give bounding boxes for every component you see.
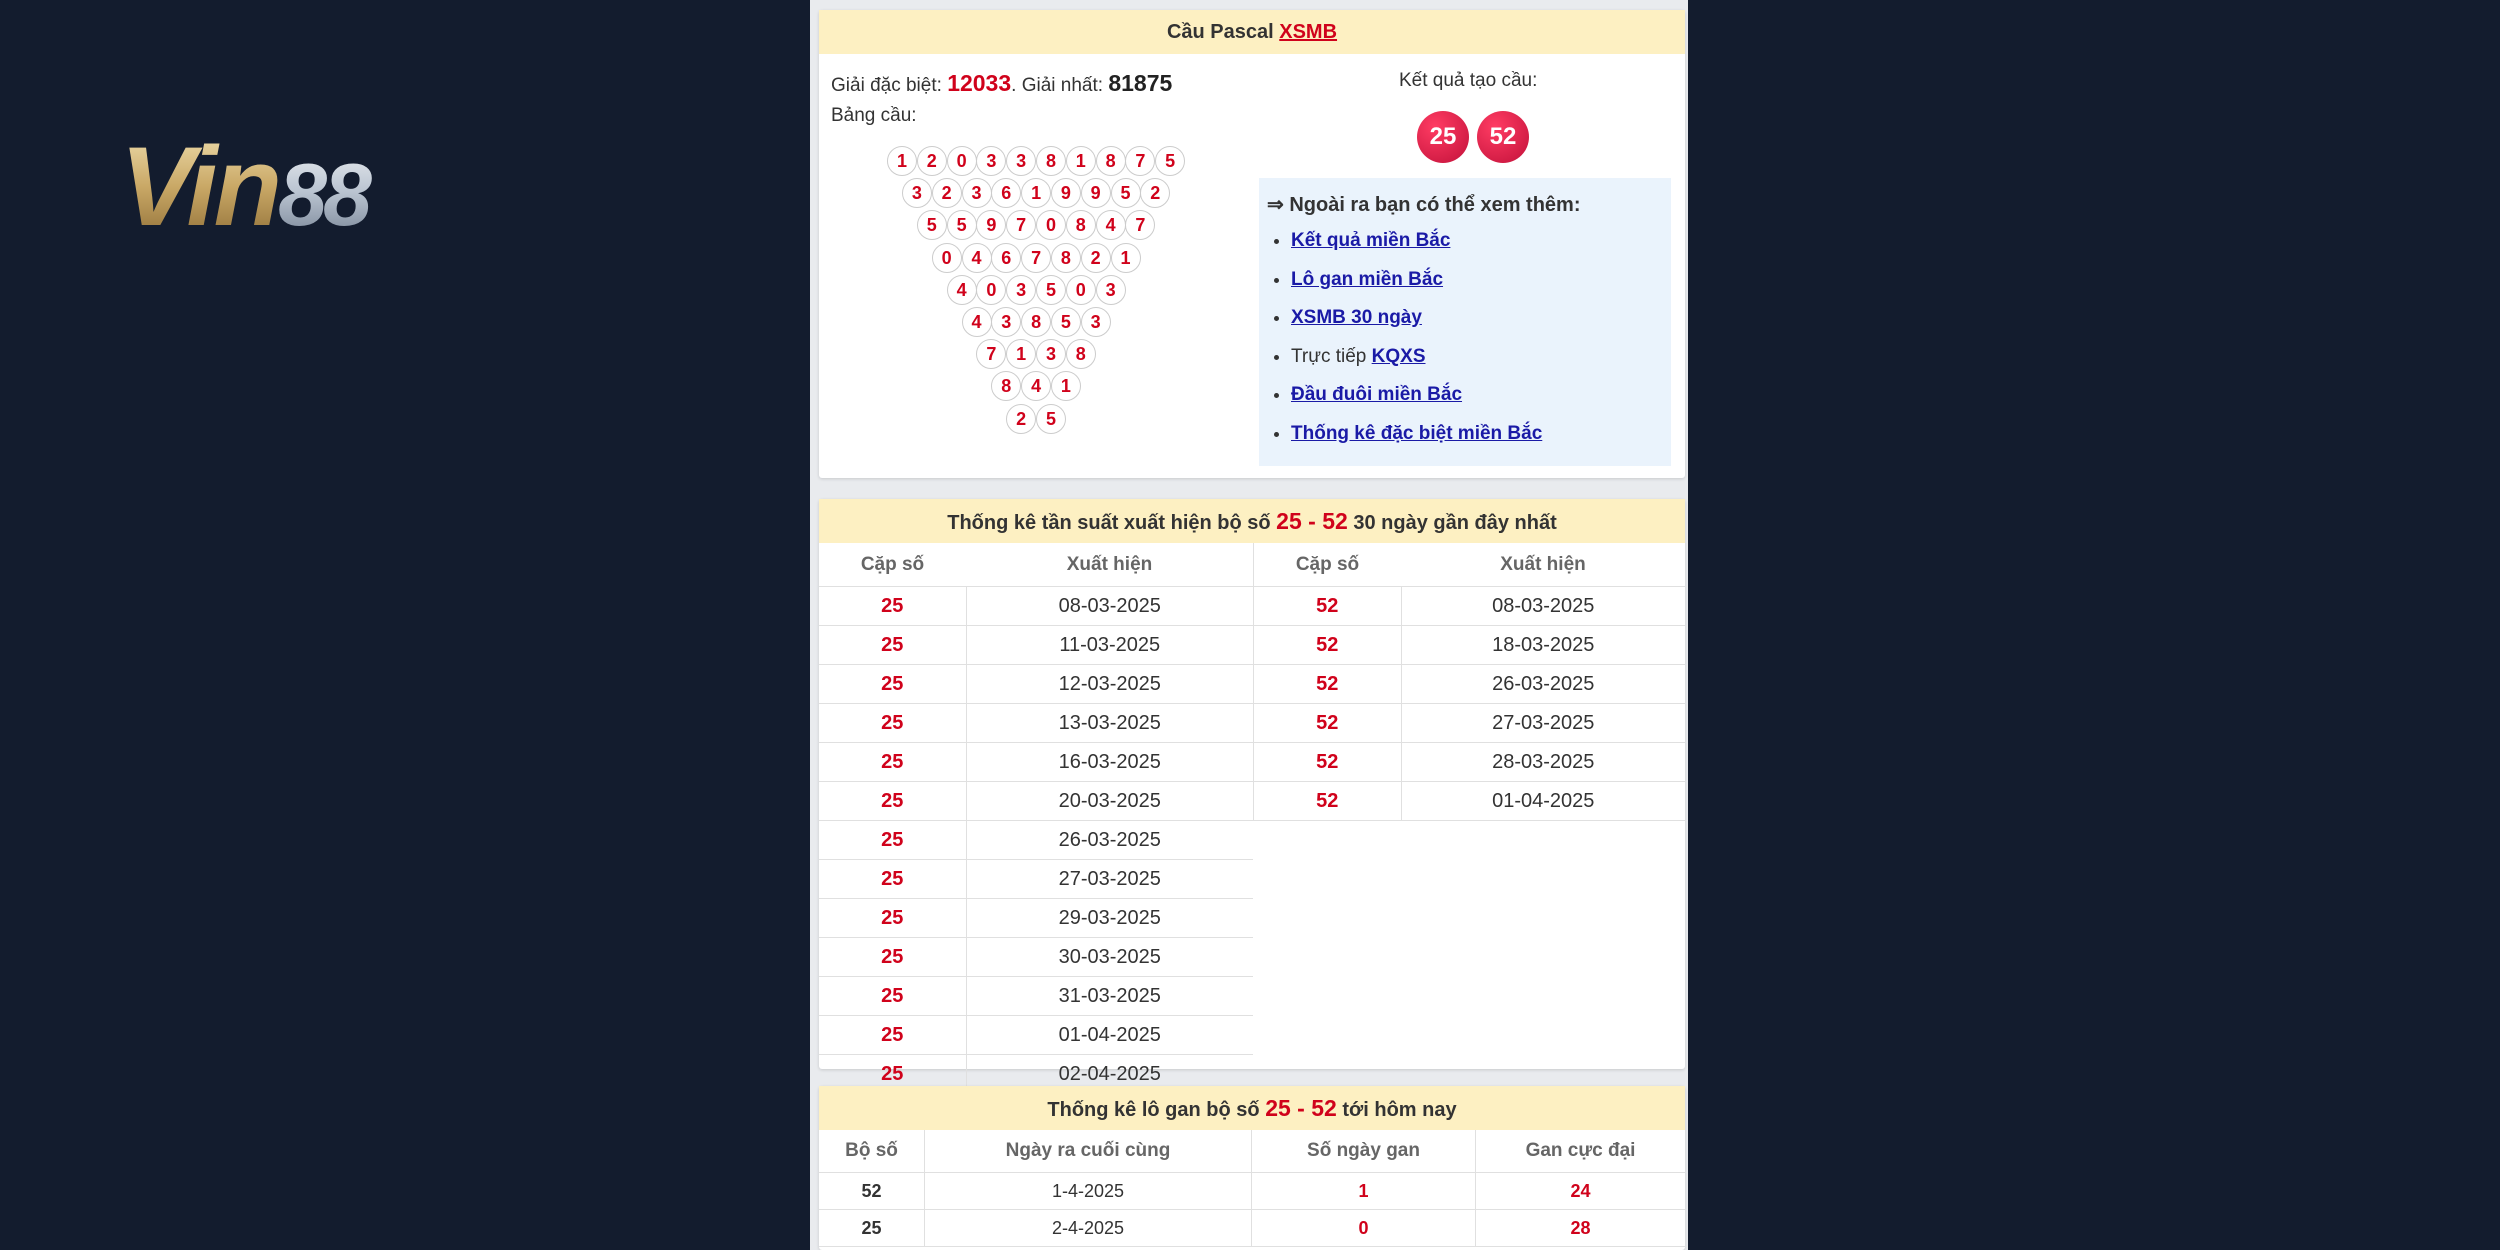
triangle-cell: 9 xyxy=(1081,178,1111,208)
triangle-cell: 3 xyxy=(962,178,992,208)
triangle-cell: 4 xyxy=(1096,210,1126,240)
appearance-date: 31-03-2025 xyxy=(966,977,1253,1016)
appearance-date: 30-03-2025 xyxy=(966,938,1253,977)
table-row xyxy=(1254,626,1686,665)
pair-number: 25 xyxy=(819,821,966,860)
triangle-cell: 7 xyxy=(976,339,1006,369)
triangle-cell: 5 xyxy=(1051,307,1081,337)
logo-text: Vin88 xyxy=(120,124,368,249)
triangle-cell: 5 xyxy=(947,210,977,240)
triangle-cell: 4 xyxy=(962,243,992,273)
table-row xyxy=(819,626,1253,665)
triangle-cell: 3 xyxy=(1006,275,1036,305)
triangle-cell: 1 xyxy=(1021,178,1051,208)
lo-gan-title: Thống kê lô gan bộ số 25 - 52 tới hôm nay xyxy=(819,1086,1685,1130)
special-prize-value: 12033 xyxy=(947,70,1012,96)
result-ball: 25 xyxy=(1417,111,1469,163)
table-row xyxy=(819,1016,1253,1055)
pair-number: 25 xyxy=(819,938,966,977)
triangle-cell: 0 xyxy=(947,146,977,176)
triangle-cell: 9 xyxy=(976,210,1006,240)
col-date-header: Xuất hiện xyxy=(966,543,1253,587)
table-row: 52 1-4-2025 1 24 xyxy=(819,1173,1685,1210)
appearance-date: 12-03-2025 xyxy=(966,665,1253,704)
pair-number: 52 xyxy=(1254,626,1402,665)
appearance-date: 16-03-2025 xyxy=(966,743,1253,782)
lo-gan-card xyxy=(819,1086,1685,1250)
table-row xyxy=(819,938,1253,977)
triangle-cell: 1 xyxy=(1006,339,1036,369)
appearance-date: 26-03-2025 xyxy=(966,821,1253,860)
link-kqxs[interactable]: KQXS xyxy=(1371,345,1426,367)
pascal-triangle xyxy=(819,10,1289,470)
table-row: 25 2-4-2025 0 28 xyxy=(819,1210,1685,1247)
triangle-cell: 0 xyxy=(1036,210,1066,240)
triangle-cell: 9 xyxy=(1051,178,1081,208)
table-row xyxy=(819,899,1253,938)
triangle-cell: 7 xyxy=(1021,243,1051,273)
appearance-date: 29-03-2025 xyxy=(966,899,1253,938)
pair-number: 25 xyxy=(819,977,966,1016)
table-row xyxy=(819,860,1253,899)
triangle-cell: 7 xyxy=(1125,210,1155,240)
col-header: Số ngày gan xyxy=(1252,1130,1476,1173)
frequency-table-left xyxy=(819,543,1253,1094)
appearance-date: 01-04-2025 xyxy=(1401,782,1685,821)
triangle-cell: 0 xyxy=(976,275,1006,305)
appearance-date: 08-03-2025 xyxy=(1401,587,1685,626)
triangle-cell: 2 xyxy=(1081,243,1111,273)
xsmb-link[interactable]: XSMB xyxy=(1279,21,1338,43)
col-pair-header: Cặp số xyxy=(819,543,966,587)
pair-number: 52 xyxy=(1254,782,1402,821)
link-item xyxy=(1291,222,1542,261)
link-item: • Trực tiếp KQXS xyxy=(1291,338,1542,377)
pascal-title: Cầu Pascal XSMB xyxy=(819,10,1685,54)
pair-number: 25 xyxy=(819,665,966,704)
pair-number: 25 xyxy=(819,1016,966,1055)
board-label: Bảng cầu: xyxy=(831,105,917,126)
first-prize-value: 81875 xyxy=(1108,70,1173,96)
pair-number: 25 xyxy=(819,743,966,782)
triangle-cell: 8 xyxy=(1036,146,1066,176)
triangle-cell: 4 xyxy=(962,307,992,337)
triangle-cell: 0 xyxy=(932,243,962,273)
appearance-date: 20-03-2025 xyxy=(966,782,1253,821)
table-row xyxy=(819,665,1253,704)
pair-number: 25 xyxy=(819,782,966,821)
table-row xyxy=(1254,587,1686,626)
result-label: Kết quả tạo cầu: xyxy=(1399,70,1538,91)
appearance-date: 11-03-2025 xyxy=(966,626,1253,665)
col-pair-header: Cặp số xyxy=(1254,543,1402,587)
triangle-cell: 8 xyxy=(991,371,1021,401)
link-dau-duoi-mien-bac[interactable]: Đầu đuôi miền Bắc xyxy=(1291,384,1463,405)
triangle-cell: 2 xyxy=(1006,404,1036,434)
table-row xyxy=(819,704,1253,743)
vin88-logo xyxy=(120,115,490,249)
frequency-title: Thống kê tần suất xuất hiện bộ số 25 - 52 30 ngày gần đây nhất xyxy=(819,499,1685,543)
triangle-cell: 8 xyxy=(1051,243,1081,273)
triangle-cell: 7 xyxy=(1125,146,1155,176)
triangle-cell: 0 xyxy=(1066,275,1096,305)
frequency-card xyxy=(819,499,1685,1085)
triangle-cell: 3 xyxy=(902,178,932,208)
triangle-cell: 5 xyxy=(1111,178,1141,208)
table-row xyxy=(1254,743,1686,782)
triangle-cell: 1 xyxy=(1051,371,1081,401)
triangle-cell: 4 xyxy=(947,275,977,305)
table-row xyxy=(819,782,1253,821)
triangle-cell: 6 xyxy=(991,178,1021,208)
pair-number: 25 xyxy=(819,899,966,938)
link-item xyxy=(1291,376,1542,415)
triangle-cell: 3 xyxy=(1096,275,1126,305)
pair-number: 52 xyxy=(1254,704,1402,743)
pair-number: 25 xyxy=(819,860,966,899)
triangle-cell: 3 xyxy=(1036,339,1066,369)
appearance-date: 08-03-2025 xyxy=(966,587,1253,626)
col-header: Gan cực đại xyxy=(1476,1130,1686,1173)
col-header: Ngày ra cuối cùng xyxy=(925,1130,1252,1173)
triangle-cell: 1 xyxy=(1066,146,1096,176)
pair-number: 52 xyxy=(1254,665,1402,704)
more-title: ⇒ Ngoài ra bạn có thể xem thêm: xyxy=(1267,194,1581,216)
link-thong-ke-dac-biet[interactable]: Thống kê đặc biệt miền Bắc xyxy=(1291,422,1543,444)
triangle-cell: 8 xyxy=(1066,210,1096,240)
triangle-cell: 2 xyxy=(917,146,947,176)
more-links-list xyxy=(1259,222,1542,453)
triangle-cell: 8 xyxy=(1021,307,1051,337)
triangle-cell: 7 xyxy=(1006,210,1036,240)
result-ball: 52 xyxy=(1477,111,1529,163)
pair-number: 25 xyxy=(819,1055,966,1094)
more-links-box xyxy=(1259,178,1671,466)
triangle-cell: 2 xyxy=(932,178,962,208)
triangle-cell: 3 xyxy=(1006,146,1036,176)
pascal-card xyxy=(819,10,1685,478)
triangle-cell: 6 xyxy=(991,243,1021,273)
triangle-cell: 4 xyxy=(1021,371,1051,401)
triangle-cell: 5 xyxy=(1155,146,1185,176)
pair-number: 52 xyxy=(1254,743,1402,782)
triangle-cell: 3 xyxy=(991,307,1021,337)
triangle-cell: 5 xyxy=(1036,404,1066,434)
table-row xyxy=(1254,665,1686,704)
prize-info: Giải đặc biệt: 12033. Giải nhất: 81875 xyxy=(831,70,1173,96)
link-item xyxy=(1291,415,1542,454)
triangle-cell: 8 xyxy=(1066,339,1096,369)
triangle-cell: 8 xyxy=(1096,146,1126,176)
appearance-date: 27-03-2025 xyxy=(1401,704,1685,743)
appearance-date: 01-04-2025 xyxy=(966,1016,1253,1055)
triangle-cell: 3 xyxy=(1081,307,1111,337)
triangle-cell: 1 xyxy=(1111,243,1141,273)
pair-number: 25 xyxy=(819,704,966,743)
triangle-cell: 5 xyxy=(917,210,947,240)
main-content xyxy=(810,0,1688,1250)
link-xsmb-30-ngay[interactable]: XSMB 30 ngày xyxy=(1291,307,1422,328)
link-item xyxy=(1291,299,1542,338)
triangle-cell: 5 xyxy=(1036,275,1066,305)
link-item xyxy=(1291,261,1542,300)
appearance-date: 02-04-2025 xyxy=(966,1055,1253,1094)
link-ket-qua-mien-bac[interactable]: Kết quả miền Bắc xyxy=(1291,230,1451,251)
pair-number: 25 xyxy=(819,626,966,665)
appearance-date: 27-03-2025 xyxy=(966,860,1253,899)
triangle-cell: 2 xyxy=(1140,178,1170,208)
table-row xyxy=(819,743,1253,782)
pair-number: 52 xyxy=(1254,587,1402,626)
table-row xyxy=(1254,782,1686,821)
table-row xyxy=(819,587,1253,626)
col-header: Bộ số xyxy=(819,1130,925,1173)
appearance-date: 26-03-2025 xyxy=(1401,665,1685,704)
table-row xyxy=(819,821,1253,860)
table-row xyxy=(1254,704,1686,743)
lo-gan-table xyxy=(819,1130,1685,1247)
appearance-date: 18-03-2025 xyxy=(1401,626,1685,665)
triangle-cell: 1 xyxy=(887,146,917,176)
appearance-date: 28-03-2025 xyxy=(1401,743,1685,782)
frequency-table-right xyxy=(1253,543,1685,821)
table-row xyxy=(819,977,1253,1016)
triangle-cell: 3 xyxy=(976,146,1006,176)
pair-number: 25 xyxy=(819,587,966,626)
col-date-header: Xuất hiện xyxy=(1401,543,1685,587)
appearance-date: 13-03-2025 xyxy=(966,704,1253,743)
link-lo-gan-mien-bac[interactable]: Lô gan miền Bắc xyxy=(1291,268,1444,290)
